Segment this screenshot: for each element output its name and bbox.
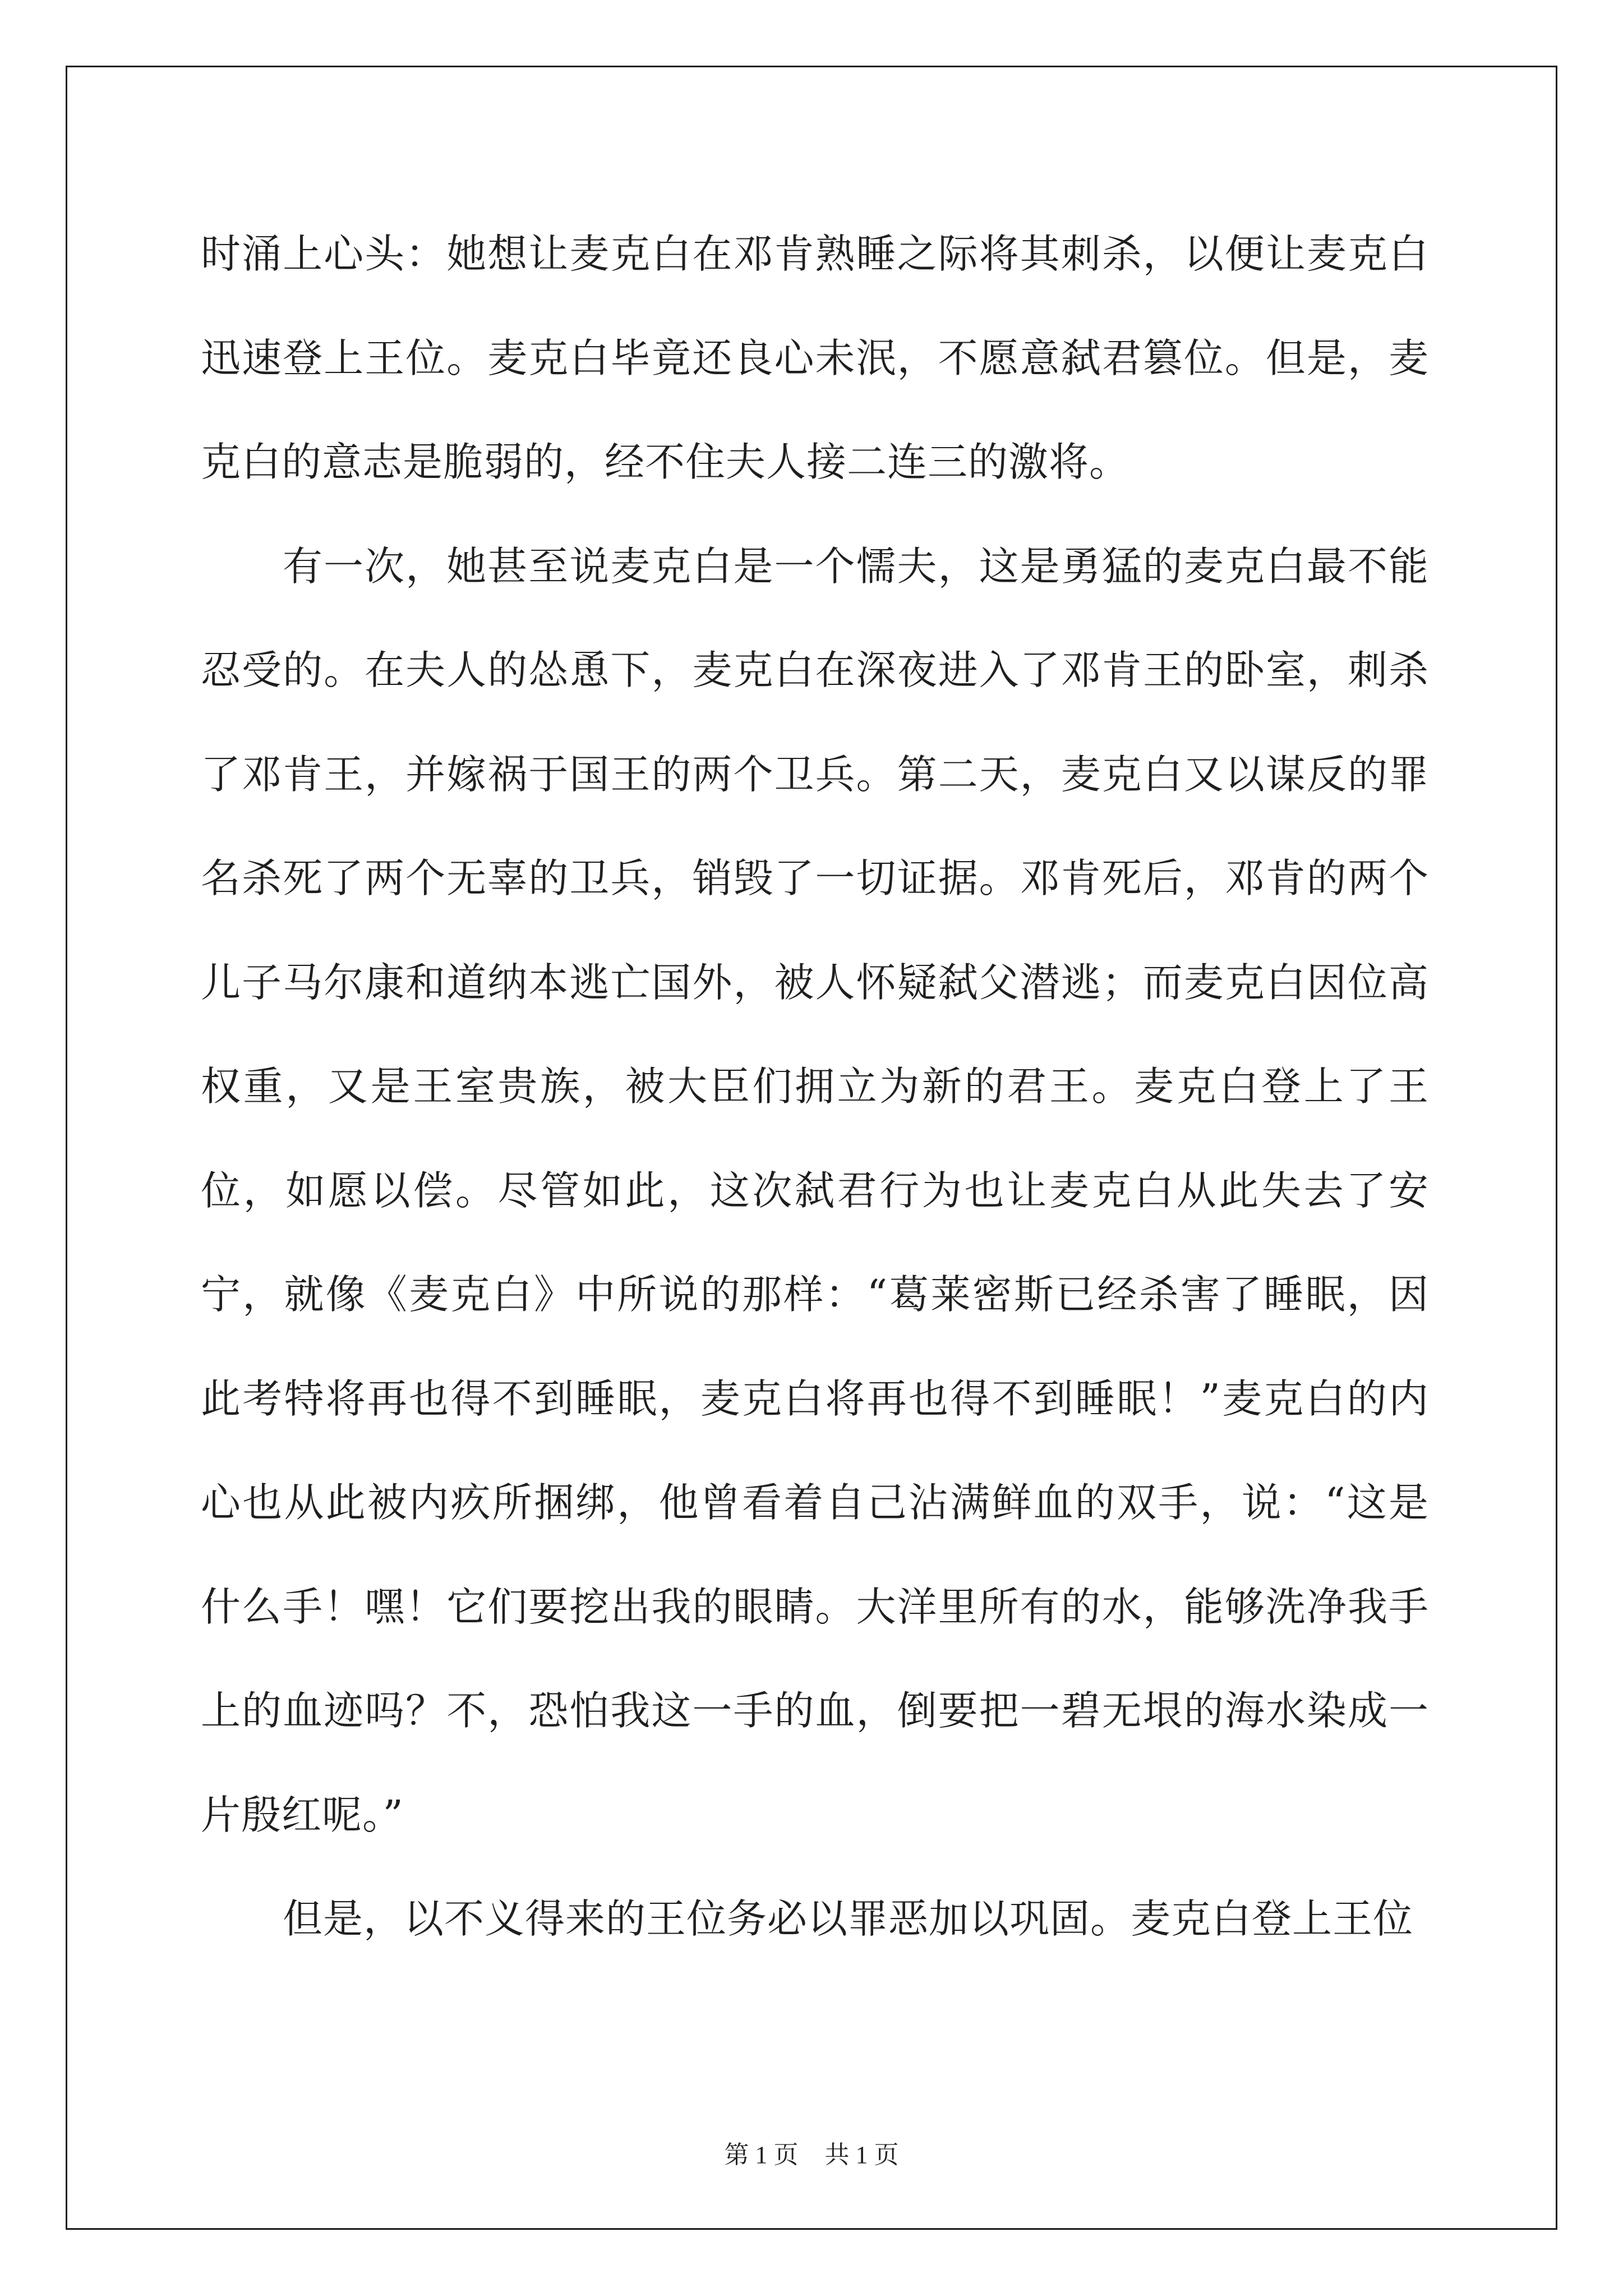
document-body <box>201 202 1429 1971</box>
paragraph-1: 时涌上心头：她想让麦克白在邓肯熟睡之际将其刺杀，以便让麦克白迅速登上王位。麦克白毕竟还良心未泯，不愿意弑君篡位。但是，麦克白的意志是脆弱的，经不住夫人接二连三的激将。 <box>201 231 1429 485</box>
page-number: 第 1 页 <box>724 2141 799 2169</box>
page-total: 共 1 页 <box>824 2141 899 2169</box>
page-footer <box>0 2134 1623 2170</box>
paragraph-3: 但是，以不义得来的王位务必以罪恶加以巩固。麦克白登上王位 <box>283 1895 1414 1942</box>
paragraph-2: 有一次，她甚至说麦克白是一个懦夫，这是勇猛的麦克白最不能忍受的。在夫人的怂恿下，麦克白在深夜进入了邓肯王的卧室，刺杀了邓肯王，并嫁祸于国王的两个卫兵。第二天，麦克白又以谋反的罪名杀死了两个无辜的卫兵，销毁了一切证据。邓肯死后，邓肯的两个儿子马尔康和道纳本逃亡国外，被人怀疑弑父潜逃；而麦克白因位高权重，又是王室贵族，被大臣们拥立为新的君王。麦克白登上了王位，如愿以偿。尽管如此，这次弑君行为也让麦克白从此失去了安宁，就像《麦克白》中所说的那样：“葛莱密斯已经杀害了睡眠，因此考特将再也得不到睡眠，麦克白将再也得不到睡眠！”麦克白的内心也从此被内疚所捆绑，他曾看着自己沾满鲜血的双手，说：“这是什么手！嘿！它们要挖出我的眼睛。大洋里所有的水，能够洗净我手上的血迹吗？不，恐怕我这一手的血，倒要把一碧无垠的海水染成一片殷红呢。” <box>201 542 1429 1838</box>
